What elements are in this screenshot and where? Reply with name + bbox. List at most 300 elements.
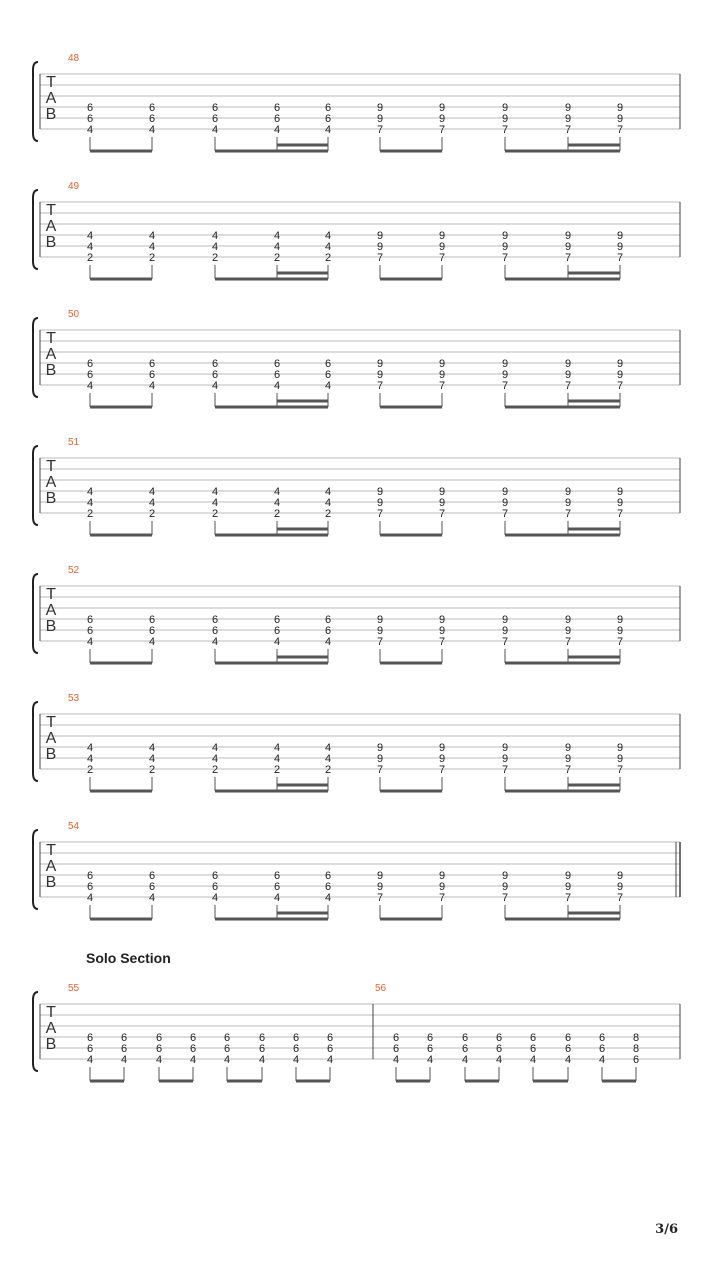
tab-clef-letter: T xyxy=(46,714,56,731)
tab-clef-letter: T xyxy=(46,74,56,91)
beam xyxy=(296,1080,330,1083)
fret-number: 7 xyxy=(616,508,624,520)
fret-number: 4 xyxy=(324,892,332,904)
fret-number: 6 xyxy=(461,1032,469,1044)
fret-number: 7 xyxy=(501,124,509,136)
fret-number: 6 xyxy=(211,113,219,125)
tab-clef-letter: A xyxy=(45,858,57,875)
fret-number: 6 xyxy=(564,1043,572,1055)
sixteenth-beam xyxy=(277,528,328,531)
fret-number: 4 xyxy=(86,230,94,242)
beam xyxy=(505,662,620,665)
measure-number: 48 xyxy=(68,53,80,64)
fret-number: 7 xyxy=(376,124,384,136)
fret-number: 6 xyxy=(495,1032,503,1044)
fret-number: 7 xyxy=(616,892,624,904)
fret-number: 4 xyxy=(324,753,332,765)
tab-clef-letter: B xyxy=(45,106,57,123)
fret-number: 2 xyxy=(273,508,281,520)
fret-number: 6 xyxy=(86,1043,94,1055)
page-number: 3/6 xyxy=(655,1222,678,1237)
fret-number: 6 xyxy=(426,1032,434,1044)
sixteenth-beam xyxy=(568,144,620,147)
tab-clef-letter: A xyxy=(45,474,57,491)
tab-clef-letter: B xyxy=(45,234,57,251)
fret-number: 4 xyxy=(211,380,219,392)
fret-number: 9 xyxy=(616,625,624,637)
system-bracket xyxy=(33,62,38,141)
tab-clef-letter: A xyxy=(45,730,57,747)
sixteenth-beam xyxy=(568,656,620,659)
fret-number: 7 xyxy=(376,764,384,776)
fret-number: 9 xyxy=(438,753,446,765)
fret-number: 2 xyxy=(273,764,281,776)
fret-number: 4 xyxy=(86,380,94,392)
fret-number: 6 xyxy=(120,1043,128,1055)
fret-number: 6 xyxy=(326,1032,334,1044)
fret-number: 4 xyxy=(273,486,281,498)
beam xyxy=(215,918,328,921)
fret-number: 9 xyxy=(438,230,446,242)
fret-number: 7 xyxy=(564,636,572,648)
beam xyxy=(533,1080,568,1083)
fret-number: 6 xyxy=(495,1043,503,1055)
fret-number: 2 xyxy=(324,252,332,264)
fret-number: 7 xyxy=(376,380,384,392)
fret-number: 9 xyxy=(501,369,509,381)
fret-number: 9 xyxy=(564,113,572,125)
fret-number: 9 xyxy=(501,614,509,626)
beam xyxy=(380,918,442,921)
fret-number: 4 xyxy=(324,230,332,242)
fret-number: 6 xyxy=(211,358,219,370)
fret-number: 9 xyxy=(376,625,384,637)
fret-number: 4 xyxy=(148,380,156,392)
fret-number: 6 xyxy=(155,1032,163,1044)
fret-number: 7 xyxy=(376,508,384,520)
beam xyxy=(215,150,328,153)
fret-number: 6 xyxy=(461,1043,469,1055)
tab-clef-letter: B xyxy=(45,1036,57,1053)
fret-number: 4 xyxy=(273,892,281,904)
beam xyxy=(380,150,442,153)
beam xyxy=(602,1080,636,1083)
fret-number: 4 xyxy=(495,1054,503,1066)
tab-clef-letter: B xyxy=(45,362,57,379)
fret-number: 7 xyxy=(616,252,624,264)
beam xyxy=(215,662,328,665)
fret-number: 6 xyxy=(324,881,332,893)
fret-number: 6 xyxy=(120,1032,128,1044)
fret-number: 4 xyxy=(211,742,219,754)
fret-number: 7 xyxy=(564,380,572,392)
fret-number: 4 xyxy=(273,124,281,136)
fret-number: 4 xyxy=(324,742,332,754)
tab-clef-letter: B xyxy=(45,490,57,507)
fret-number: 6 xyxy=(529,1032,537,1044)
fret-number: 6 xyxy=(189,1043,197,1055)
fret-number: 4 xyxy=(86,753,94,765)
fret-number: 7 xyxy=(438,380,446,392)
sixteenth-beam xyxy=(277,272,328,275)
fret-number: 9 xyxy=(564,230,572,242)
beam xyxy=(90,662,152,665)
fret-number: 7 xyxy=(376,636,384,648)
beam xyxy=(396,1080,430,1083)
beam xyxy=(505,790,620,793)
fret-number: 9 xyxy=(501,881,509,893)
fret-number: 6 xyxy=(86,870,94,882)
system-bracket xyxy=(33,190,38,269)
fret-number: 9 xyxy=(564,486,572,498)
fret-number: 6 xyxy=(273,881,281,893)
fret-number: 9 xyxy=(438,625,446,637)
fret-number: 6 xyxy=(86,614,94,626)
fret-number: 7 xyxy=(616,636,624,648)
tab-clef-letter: T xyxy=(46,1004,56,1021)
sixteenth-beam xyxy=(568,528,620,531)
beam xyxy=(90,1080,124,1083)
fret-number: 9 xyxy=(376,113,384,125)
fret-number: 9 xyxy=(438,870,446,882)
fret-number: 6 xyxy=(324,625,332,637)
fret-number: 4 xyxy=(86,742,94,754)
fret-number: 9 xyxy=(376,742,384,754)
beam xyxy=(505,534,620,537)
fret-number: 2 xyxy=(211,764,219,776)
fret-number: 6 xyxy=(324,870,332,882)
fret-number: 6 xyxy=(273,102,281,114)
fret-number: 9 xyxy=(501,102,509,114)
fret-number: 7 xyxy=(501,892,509,904)
fret-number: 6 xyxy=(86,358,94,370)
fret-number: 8 xyxy=(632,1043,640,1055)
fret-number: 6 xyxy=(273,358,281,370)
tab-clef-letter: T xyxy=(46,330,56,347)
fret-number: 6 xyxy=(211,625,219,637)
beam xyxy=(505,918,620,921)
beam xyxy=(505,150,620,153)
fret-number: 6 xyxy=(598,1043,606,1055)
fret-number: 9 xyxy=(501,625,509,637)
tab-clef-letter: A xyxy=(45,602,57,619)
fret-number: 9 xyxy=(438,241,446,253)
fret-number: 9 xyxy=(564,369,572,381)
fret-number: 4 xyxy=(86,241,94,253)
fret-number: 9 xyxy=(438,614,446,626)
tab-clef-letter: A xyxy=(45,218,57,235)
fret-number: 2 xyxy=(148,508,156,520)
fret-number: 6 xyxy=(148,358,156,370)
fret-number: 9 xyxy=(438,102,446,114)
fret-number: 6 xyxy=(211,870,219,882)
beam xyxy=(90,918,152,921)
system-bracket xyxy=(33,992,38,1071)
fret-number: 9 xyxy=(376,614,384,626)
fret-number: 6 xyxy=(392,1043,400,1055)
fret-number: 9 xyxy=(501,486,509,498)
fret-number: 2 xyxy=(211,508,219,520)
fret-number: 4 xyxy=(86,497,94,509)
fret-number: 4 xyxy=(211,230,219,242)
tab-clef-letter: B xyxy=(45,618,57,635)
sixteenth-beam xyxy=(277,144,328,147)
fret-number: 4 xyxy=(326,1054,334,1066)
fret-number: 2 xyxy=(273,252,281,264)
fret-number: 7 xyxy=(438,124,446,136)
fret-number: 4 xyxy=(211,486,219,498)
fret-number: 9 xyxy=(564,753,572,765)
fret-number: 6 xyxy=(189,1032,197,1044)
fret-number: 6 xyxy=(211,881,219,893)
fret-number: 9 xyxy=(501,230,509,242)
beam xyxy=(380,790,442,793)
fret-number: 4 xyxy=(598,1054,606,1066)
fret-number: 6 xyxy=(273,625,281,637)
fret-number: 4 xyxy=(148,636,156,648)
sixteenth-beam xyxy=(277,656,328,659)
tab-clef-letter: B xyxy=(45,874,57,891)
fret-number: 6 xyxy=(324,358,332,370)
fret-number: 2 xyxy=(86,764,94,776)
fret-number: 9 xyxy=(376,241,384,253)
beam xyxy=(215,278,328,281)
beam xyxy=(227,1080,262,1083)
fret-number: 9 xyxy=(564,497,572,509)
tab-clef-letter: B xyxy=(45,746,57,763)
fret-number: 6 xyxy=(223,1032,231,1044)
fret-number: 6 xyxy=(392,1032,400,1044)
fret-number: 7 xyxy=(438,252,446,264)
fret-number: 9 xyxy=(376,881,384,893)
fret-number: 9 xyxy=(616,369,624,381)
measure-number: 54 xyxy=(68,821,80,832)
fret-number: 7 xyxy=(501,380,509,392)
fret-number: 4 xyxy=(273,636,281,648)
sixteenth-beam xyxy=(568,912,620,915)
fret-number: 4 xyxy=(223,1054,231,1066)
fret-number: 9 xyxy=(616,742,624,754)
fret-number: 9 xyxy=(501,358,509,370)
fret-number: 7 xyxy=(501,252,509,264)
fret-number: 7 xyxy=(438,892,446,904)
system-bracket xyxy=(33,830,38,909)
fret-number: 9 xyxy=(376,486,384,498)
fret-number: 9 xyxy=(438,369,446,381)
sixteenth-beam xyxy=(568,272,620,275)
fret-number: 9 xyxy=(376,102,384,114)
fret-number: 4 xyxy=(324,380,332,392)
beam xyxy=(159,1080,193,1083)
fret-number: 9 xyxy=(616,358,624,370)
fret-number: 4 xyxy=(86,486,94,498)
fret-number: 6 xyxy=(148,625,156,637)
fret-number: 4 xyxy=(148,892,156,904)
beam xyxy=(505,278,620,281)
fret-number: 9 xyxy=(564,102,572,114)
fret-number: 6 xyxy=(86,625,94,637)
sixteenth-beam xyxy=(277,912,328,915)
fret-number: 2 xyxy=(148,764,156,776)
fret-number: 6 xyxy=(86,102,94,114)
fret-number: 9 xyxy=(616,486,624,498)
fret-number: 9 xyxy=(501,753,509,765)
measure-number: 50 xyxy=(68,309,80,320)
measure-number: 55 xyxy=(68,983,80,994)
fret-number: 7 xyxy=(501,636,509,648)
beam xyxy=(380,534,442,537)
system-bracket xyxy=(33,318,38,397)
fret-number: 4 xyxy=(148,753,156,765)
fret-number: 9 xyxy=(376,753,384,765)
fret-number: 7 xyxy=(616,764,624,776)
fret-number: 6 xyxy=(324,113,332,125)
fret-number: 7 xyxy=(564,892,572,904)
measure-number: 51 xyxy=(68,437,80,448)
beam xyxy=(90,150,152,153)
fret-number: 4 xyxy=(211,124,219,136)
fret-number: 4 xyxy=(273,241,281,253)
fret-number: 4 xyxy=(273,742,281,754)
system-bracket xyxy=(33,446,38,525)
fret-number: 7 xyxy=(438,508,446,520)
fret-number: 2 xyxy=(148,252,156,264)
fret-number: 6 xyxy=(86,1032,94,1044)
fret-number: 7 xyxy=(376,892,384,904)
fret-number: 2 xyxy=(211,252,219,264)
fret-number: 6 xyxy=(292,1032,300,1044)
beam xyxy=(380,278,442,281)
fret-number: 6 xyxy=(324,369,332,381)
tab-clef-letter: T xyxy=(46,842,56,859)
fret-number: 4 xyxy=(211,241,219,253)
fret-number: 2 xyxy=(86,508,94,520)
fret-number: 9 xyxy=(616,230,624,242)
fret-number: 4 xyxy=(324,241,332,253)
fret-number: 6 xyxy=(598,1032,606,1044)
section-title: Solo Section xyxy=(86,950,171,966)
fret-number: 9 xyxy=(501,113,509,125)
measure-number: 53 xyxy=(68,693,80,704)
beam xyxy=(215,534,328,537)
fret-number: 4 xyxy=(148,486,156,498)
measure-number: 52 xyxy=(68,565,80,576)
fret-number: 4 xyxy=(86,636,94,648)
fret-number: 4 xyxy=(86,892,94,904)
fret-number: 4 xyxy=(292,1054,300,1066)
fret-number: 6 xyxy=(155,1043,163,1055)
fret-number: 6 xyxy=(258,1043,266,1055)
tab-clef-letter: T xyxy=(46,458,56,475)
fret-number: 6 xyxy=(292,1043,300,1055)
fret-number: 4 xyxy=(211,753,219,765)
measure-number: 49 xyxy=(68,181,80,192)
fret-number: 7 xyxy=(564,508,572,520)
fret-number: 9 xyxy=(438,486,446,498)
fret-number: 9 xyxy=(616,102,624,114)
fret-number: 9 xyxy=(376,870,384,882)
fret-number: 9 xyxy=(438,497,446,509)
sixteenth-beam xyxy=(568,784,620,787)
fret-number: 6 xyxy=(273,113,281,125)
fret-number: 4 xyxy=(258,1054,266,1066)
fret-number: 2 xyxy=(324,764,332,776)
fret-number: 4 xyxy=(155,1054,163,1066)
fret-number: 4 xyxy=(189,1054,197,1066)
fret-number: 9 xyxy=(438,742,446,754)
beam xyxy=(90,790,152,793)
fret-number: 4 xyxy=(324,486,332,498)
fret-number: 2 xyxy=(324,508,332,520)
fret-number: 4 xyxy=(461,1054,469,1066)
beam xyxy=(90,278,152,281)
fret-number: 9 xyxy=(501,742,509,754)
fret-number: 4 xyxy=(211,636,219,648)
fret-number: 9 xyxy=(616,497,624,509)
fret-number: 4 xyxy=(120,1054,128,1066)
tab-clef-letter: A xyxy=(45,346,57,363)
fret-number: 7 xyxy=(564,124,572,136)
fret-number: 4 xyxy=(148,230,156,242)
fret-number: 9 xyxy=(616,614,624,626)
fret-number: 4 xyxy=(273,497,281,509)
sixteenth-beam xyxy=(568,400,620,403)
fret-number: 6 xyxy=(86,881,94,893)
fret-number: 7 xyxy=(438,636,446,648)
fret-number: 4 xyxy=(273,380,281,392)
fret-number: 6 xyxy=(211,369,219,381)
beam xyxy=(90,406,152,409)
fret-number: 7 xyxy=(501,508,509,520)
fret-number: 9 xyxy=(616,870,624,882)
fret-number: 6 xyxy=(211,614,219,626)
fret-number: 7 xyxy=(564,252,572,264)
system-bracket xyxy=(33,574,38,653)
fret-number: 4 xyxy=(211,497,219,509)
fret-number: 9 xyxy=(564,358,572,370)
fret-number: 9 xyxy=(501,497,509,509)
fret-number: 4 xyxy=(273,230,281,242)
fret-number: 6 xyxy=(148,870,156,882)
fret-number: 9 xyxy=(564,742,572,754)
fret-number: 6 xyxy=(273,614,281,626)
fret-number: 6 xyxy=(86,369,94,381)
fret-number: 9 xyxy=(376,497,384,509)
fret-number: 9 xyxy=(616,753,624,765)
fret-number: 4 xyxy=(324,636,332,648)
fret-number: 6 xyxy=(211,102,219,114)
beam xyxy=(90,534,152,537)
fret-number: 6 xyxy=(324,614,332,626)
fret-number: 9 xyxy=(376,358,384,370)
fret-number: 9 xyxy=(564,881,572,893)
fret-number: 7 xyxy=(501,764,509,776)
fret-number: 6 xyxy=(632,1054,640,1066)
fret-number: 4 xyxy=(529,1054,537,1066)
fret-number: 6 xyxy=(148,113,156,125)
sixteenth-beam xyxy=(277,784,328,787)
beam xyxy=(215,790,328,793)
fret-number: 4 xyxy=(148,241,156,253)
fret-number: 6 xyxy=(258,1032,266,1044)
fret-number: 6 xyxy=(326,1043,334,1055)
beam xyxy=(465,1080,499,1083)
system-bracket xyxy=(33,702,38,781)
fret-number: 6 xyxy=(273,870,281,882)
fret-number: 8 xyxy=(632,1032,640,1044)
sixteenth-beam xyxy=(277,400,328,403)
fret-number: 7 xyxy=(376,252,384,264)
